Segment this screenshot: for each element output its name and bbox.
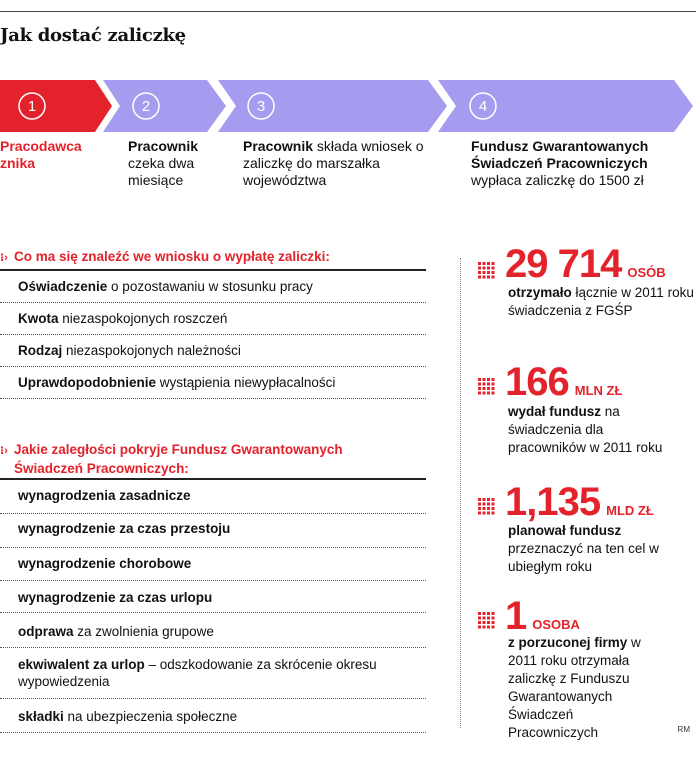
- section1-heading: ⁝› Co ma się znaleźć we wniosku o wypłatę zaliczki:: [0, 248, 330, 267]
- step-arrow-1: [0, 80, 112, 132]
- divider: [0, 580, 426, 581]
- divider: [0, 547, 426, 548]
- divider: [0, 698, 426, 699]
- list-item: Rodzaj niezaspokojonych należności: [18, 343, 241, 358]
- list-item: składki na ubezpieczenia społeczne: [18, 709, 238, 724]
- list-item: wynagrodzenie za czas urlopu: [18, 590, 213, 605]
- page-title: Jak dostać zaliczkę: [0, 25, 186, 46]
- list-item: wynagrodzenie chorobowe: [18, 556, 192, 571]
- grid-icon: [478, 262, 495, 279]
- section1-rule: [0, 269, 426, 271]
- divider: [0, 612, 426, 613]
- stat-3-text: planował fundusz przeznaczyć na ten cel w ubiegłym roku: [508, 523, 659, 574]
- chevron-dots-icon: ⁝›: [0, 252, 8, 264]
- stat-1-text: otrzymało łącznie w 2011 roku świadczenia z FGŚP: [508, 285, 694, 318]
- column-divider: [460, 258, 461, 728]
- step-number-4: 4: [478, 98, 488, 115]
- section2-rule: [0, 478, 426, 480]
- step-arrow-4: [438, 80, 693, 132]
- stat-4: 1 OSOBA: [505, 594, 580, 638]
- list-item: odprawa za zwolnienia grupowe: [18, 624, 214, 639]
- step-label-2: Pracownik czeka dwa miesiące: [128, 138, 199, 188]
- list-item: ekwiwalent za urlop – odszkodowanie za skrócenie okresu wypowiedzenia: [18, 657, 377, 689]
- divider: [0, 334, 426, 335]
- step-label-1: Pracodawca znika: [0, 138, 82, 171]
- stat-2-text: wydał fundusz na świadczenia dla pracowników w 2011 roku: [508, 404, 663, 455]
- step-label-3: Pracownik składa wniosek o zaliczkę do marszałka województwa: [243, 138, 424, 188]
- divider: [0, 732, 426, 733]
- grid-icon: [478, 498, 495, 515]
- chevron-dots-icon: ⁝›: [0, 445, 8, 457]
- divider: [0, 398, 426, 399]
- divider: [0, 366, 426, 367]
- grid-icon: [478, 378, 495, 395]
- list-item: Oświadczenie o pozostawaniu w stosunku pracy: [18, 279, 313, 294]
- step-number-3: 3: [256, 98, 266, 115]
- step-number-1: 1: [27, 98, 37, 115]
- list-item: wynagrodzenie za czas przestoju: [18, 521, 231, 536]
- divider: [0, 513, 426, 514]
- stat-4-text: z porzuconej firmy w 2011 roku otrzymała zaliczkę z Funduszu Gwarantowanych Świadczeń Pracowniczych: [508, 635, 641, 740]
- stat-3: 1,135 MLD ZŁ: [505, 480, 654, 524]
- stat-1: 29 714 OSÓB: [505, 242, 666, 286]
- step-number-2: 2: [141, 98, 151, 115]
- stat-2: 166 MLN ZŁ: [505, 360, 623, 404]
- section2-heading: ⁝› Jakie zaległości pokryje Fundusz Gwarantowanych Świadczeń Pracowniczych:: [0, 442, 343, 476]
- steps-arrow-bar: [0, 80, 696, 132]
- list-item: wynagrodzenia zasadnicze: [18, 488, 191, 503]
- credit: RM: [677, 725, 690, 734]
- grid-icon: [478, 612, 495, 629]
- step-arrow-2: [103, 80, 226, 132]
- step-label-4: Fundusz Gwarantowanych Świadczeń Pracowniczych wypłaca zaliczkę do 1500 zł: [471, 138, 649, 188]
- list-item: Kwota niezaspokojonych roszczeń: [18, 311, 228, 326]
- divider: [0, 647, 426, 648]
- top-rule: [0, 11, 696, 12]
- divider: [0, 302, 426, 303]
- list-item: Uprawdopodobnienie wystąpienia niewypłacalności: [18, 375, 336, 390]
- step-arrow-3: [218, 80, 447, 132]
